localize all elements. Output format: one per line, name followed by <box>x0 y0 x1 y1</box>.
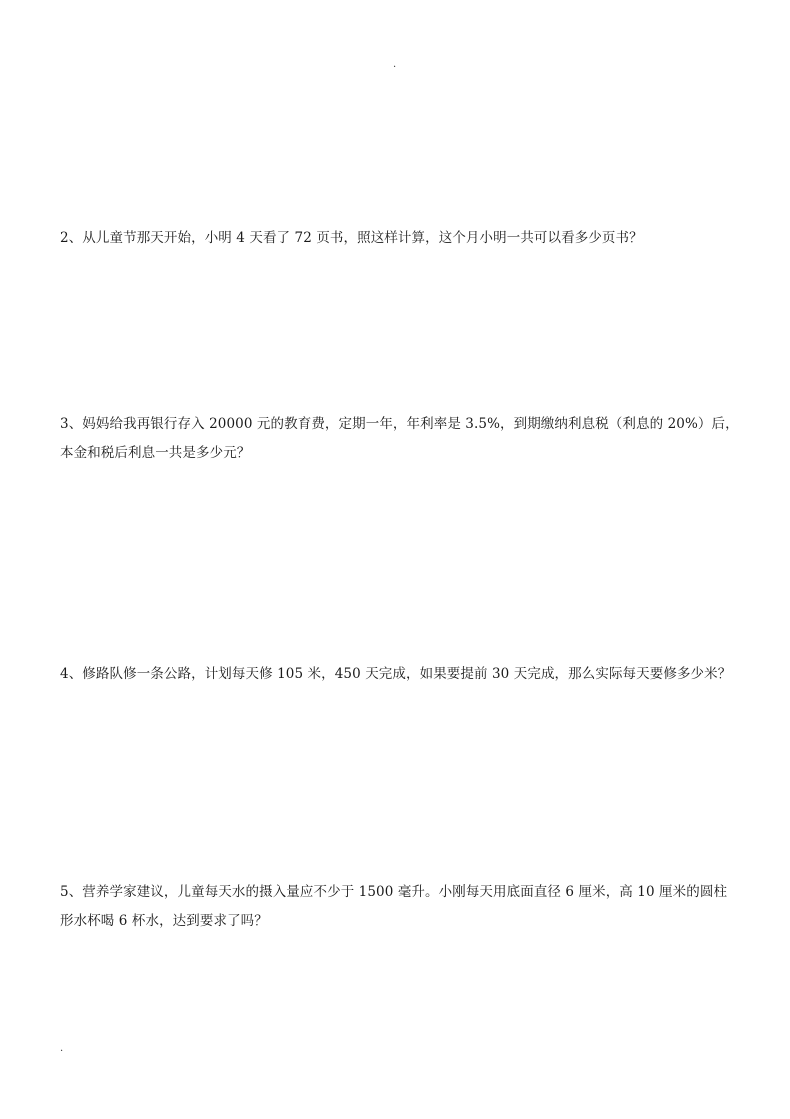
question-2 <box>60 224 740 253</box>
question-5 <box>60 878 740 936</box>
question-4 <box>60 660 740 689</box>
question-2-line-1: 2、从儿童节那天开始，小明 4 天看了 72 页书，照这样计算，这个月小明一共可以看多少页书？ <box>60 230 643 246</box>
page-header-mark: . <box>393 59 397 70</box>
question-5-line-1: 5、营养学家建议，儿童每天水的摄入量应不少于 1500 毫升。小刚每天用底面直径 6 厘米，高 10 厘米的圆柱 <box>60 884 728 900</box>
question-5-line-2: 形水杯喝 6 杯水，达到要求了吗？ <box>60 913 268 929</box>
page-footer-mark: . <box>60 1043 64 1054</box>
question-3-line-1: 3、妈妈给我再银行存入 20000 元的教育费，定期一年，年利率是 3.5%，到期缴纳利息税（利息的 20%）后， <box>60 416 739 432</box>
question-3-line-2: 本金和税后利息一共是多少元？ <box>60 445 251 461</box>
question-4-line-1: 4、修路队修一条公路，计划每天修 105 米，450 天完成，如果要提前 30 天完成，那么实际每天要修多少米？ <box>60 666 732 682</box>
question-3 <box>60 410 740 468</box>
